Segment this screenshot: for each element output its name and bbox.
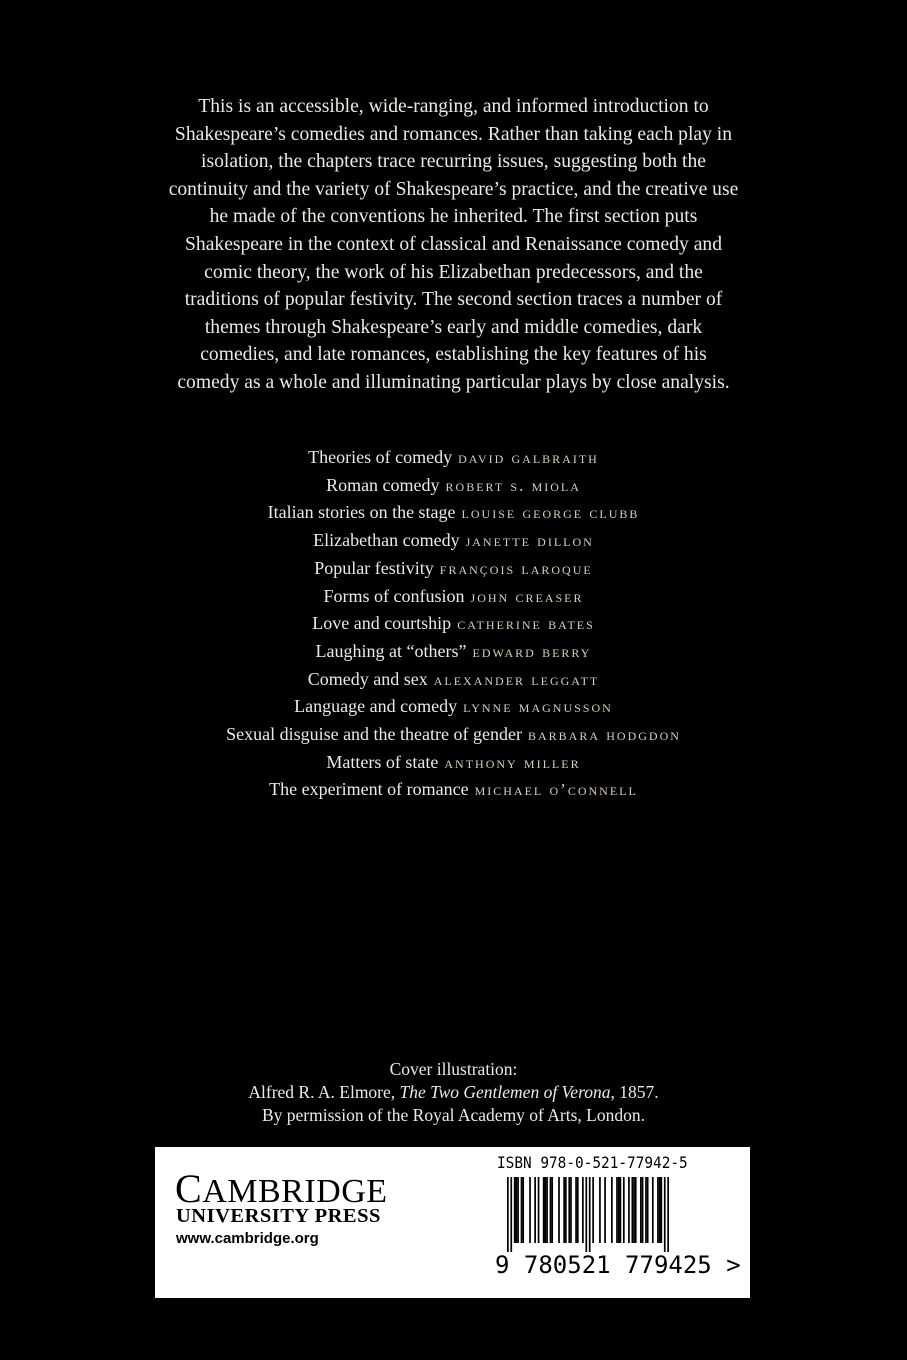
- barcode-bar: [550, 1177, 552, 1243]
- publisher-url: www.cambridge.org: [176, 1230, 319, 1247]
- cover-credit: [0, 1058, 907, 1127]
- barcode-bar: [577, 1177, 579, 1243]
- blurb-line: Shakespeare’s comedies and romances. Rather than taking each play in: [174, 123, 733, 145]
- barcode-bar: [516, 1177, 518, 1243]
- barcode-bar: [558, 1177, 560, 1243]
- barcode-bar: [599, 1177, 601, 1243]
- barcode-bar: [642, 1177, 644, 1243]
- blurb-line: Shakespeare in the context of classical and Renaissance comedy and: [185, 233, 722, 255]
- contents-item: [0, 499, 907, 527]
- contents-item: [0, 776, 907, 804]
- chapter-author: edward berry: [472, 641, 592, 661]
- chapter-title: Sexual disguise and the theatre of gender: [226, 724, 522, 745]
- barcode-bar: [628, 1177, 630, 1243]
- barcode-bar: [664, 1177, 666, 1252]
- contents-item: [0, 527, 907, 555]
- barcode-bar: [616, 1177, 618, 1243]
- barcode-bar: [507, 1177, 509, 1252]
- contents-item: [0, 749, 907, 777]
- barcode-bar: [551, 1177, 553, 1243]
- barcode-bar: [660, 1177, 662, 1243]
- contents-item: [0, 666, 907, 694]
- contents-item: [0, 583, 907, 611]
- barcode-bar: [633, 1177, 635, 1243]
- chapter-title: Language and comedy: [294, 696, 458, 717]
- barcode-bar: [517, 1177, 519, 1243]
- barcode-bar: [575, 1177, 577, 1243]
- barcode: [507, 1177, 669, 1252]
- credit-year: , 1857.: [610, 1082, 659, 1102]
- chapter-author: robert s. miola: [445, 475, 581, 495]
- blurb-line: comedies, and late romances, establishing the key features of his: [200, 344, 707, 366]
- barcode-bar: [631, 1177, 633, 1243]
- barcode-bar: [521, 1177, 523, 1243]
- chapter-title: Theories of comedy: [308, 447, 453, 467]
- credit-label: Cover illustration:: [389, 1059, 518, 1079]
- barcode-bar: [667, 1177, 669, 1252]
- chapter-title: Matters of state: [326, 751, 439, 772]
- barcode-bar: [546, 1177, 548, 1243]
- blurb-line: isolation, the chapters trace recurring issues, suggesting both the: [201, 151, 706, 173]
- chapter-author: michael o’connell: [474, 780, 638, 800]
- chapter-author: anthony miller: [444, 752, 581, 772]
- barcode-bar: [659, 1177, 661, 1243]
- credit-work-title: The Two Gentlemen of Verona: [399, 1082, 611, 1102]
- barcode-bar: [538, 1177, 540, 1243]
- contents-item: [0, 555, 907, 583]
- credit-artist: Alfred R. A. Elmore,: [248, 1082, 400, 1102]
- barcode-bar: [570, 1177, 572, 1243]
- contents-item: [0, 444, 907, 472]
- barcode-bar: [568, 1177, 570, 1243]
- chapter-author: barbara hodgdon: [527, 725, 681, 745]
- chapter-author: louise george clubb: [461, 503, 640, 523]
- chapter-author: lynne magnusson: [463, 697, 613, 717]
- contents-item: [0, 721, 907, 749]
- barcode-bar: [545, 1177, 547, 1243]
- logo-cap: C: [175, 1166, 203, 1211]
- blurb-line: comedy as a whole and illuminating particular plays by close analysis.: [177, 371, 730, 393]
- barcode-bar: [657, 1177, 659, 1243]
- contents-item: [0, 610, 907, 638]
- barcode-bar: [534, 1177, 536, 1243]
- chapter-author: alexander leggatt: [433, 669, 600, 689]
- barcode-bar: [514, 1177, 516, 1243]
- barcode-bar: [645, 1177, 647, 1243]
- barcode-bar: [563, 1177, 565, 1243]
- credit-permission: By permission of the Royal Academy of Arts, London.: [261, 1105, 645, 1125]
- chapter-title: Love and courtship: [312, 613, 452, 634]
- logo-name: AMBRIDGE: [202, 1173, 388, 1210]
- chapter-author: david galbraith: [458, 448, 599, 467]
- chapter-author: françois laroque: [439, 558, 593, 578]
- contents-item: [0, 472, 907, 500]
- chapter-author: catherine bates: [457, 614, 595, 634]
- credit-artwork: [0, 1081, 907, 1104]
- chapter-author: john creaser: [470, 586, 584, 606]
- chapter-title: Roman comedy: [326, 474, 440, 495]
- chapter-title: Forms of confusion: [323, 585, 465, 606]
- contents-item: [0, 638, 907, 666]
- chapter-title: Popular festivity: [314, 557, 434, 578]
- chapter-title: Italian stories on the stage: [267, 502, 456, 523]
- chapter-title: Elizabethan comedy: [313, 530, 460, 551]
- chapter-title: Laughing at “others”: [315, 640, 467, 661]
- barcode-bar: [585, 1177, 587, 1252]
- blurb-line: he made of the conventions he inherited. The first section puts: [209, 206, 698, 228]
- chapter-author: janette dillon: [465, 531, 594, 551]
- barcode-bar: [592, 1177, 594, 1243]
- barcode-bar: [565, 1177, 567, 1243]
- blurb-line: comic theory, the work of his Elizabethan predecessors, and the: [204, 261, 703, 283]
- barcode-bar: [640, 1177, 642, 1243]
- isbn-text: ISBN 978-0-521-77942-5: [497, 1153, 688, 1172]
- contents-item: [0, 693, 907, 721]
- barcode-digits: 9 780521 779425 >: [495, 1251, 741, 1279]
- chapter-title: The experiment of romance: [269, 779, 469, 800]
- barcode-bar: [589, 1177, 591, 1252]
- barcode-bar: [582, 1177, 584, 1243]
- blurb-line: themes through Shakespeare’s early and middle comedies, dark: [204, 316, 703, 338]
- publisher-subtitle: UNIVERSITY PRESS: [176, 1205, 381, 1227]
- barcode-bar: [510, 1177, 512, 1252]
- barcode-bar: [635, 1177, 637, 1243]
- chapter-title: Comedy and sex: [307, 668, 428, 689]
- barcode-bar: [618, 1177, 620, 1243]
- blurb-line: continuity and the variety of Shakespeare’s practice, and the creative use: [168, 178, 739, 200]
- barcode-bar: [623, 1177, 625, 1243]
- blurb-line: This is an accessible, wide-ranging, and informed introduction to: [198, 96, 709, 117]
- barcode-bar: [611, 1177, 613, 1243]
- blurb: [0, 93, 907, 397]
- barcode-bar: [529, 1177, 531, 1243]
- barcode-bar: [652, 1177, 654, 1243]
- barcode-bar: [522, 1177, 524, 1243]
- barcode-bar: [604, 1177, 606, 1243]
- barcode-bar: [647, 1177, 649, 1243]
- contents-list: [0, 444, 907, 804]
- publisher-box: [155, 1147, 750, 1298]
- barcode-bar: [543, 1177, 545, 1243]
- barcode-bar: [620, 1177, 622, 1243]
- blurb-line: traditions of popular festivity. The second section traces a number of: [184, 289, 723, 311]
